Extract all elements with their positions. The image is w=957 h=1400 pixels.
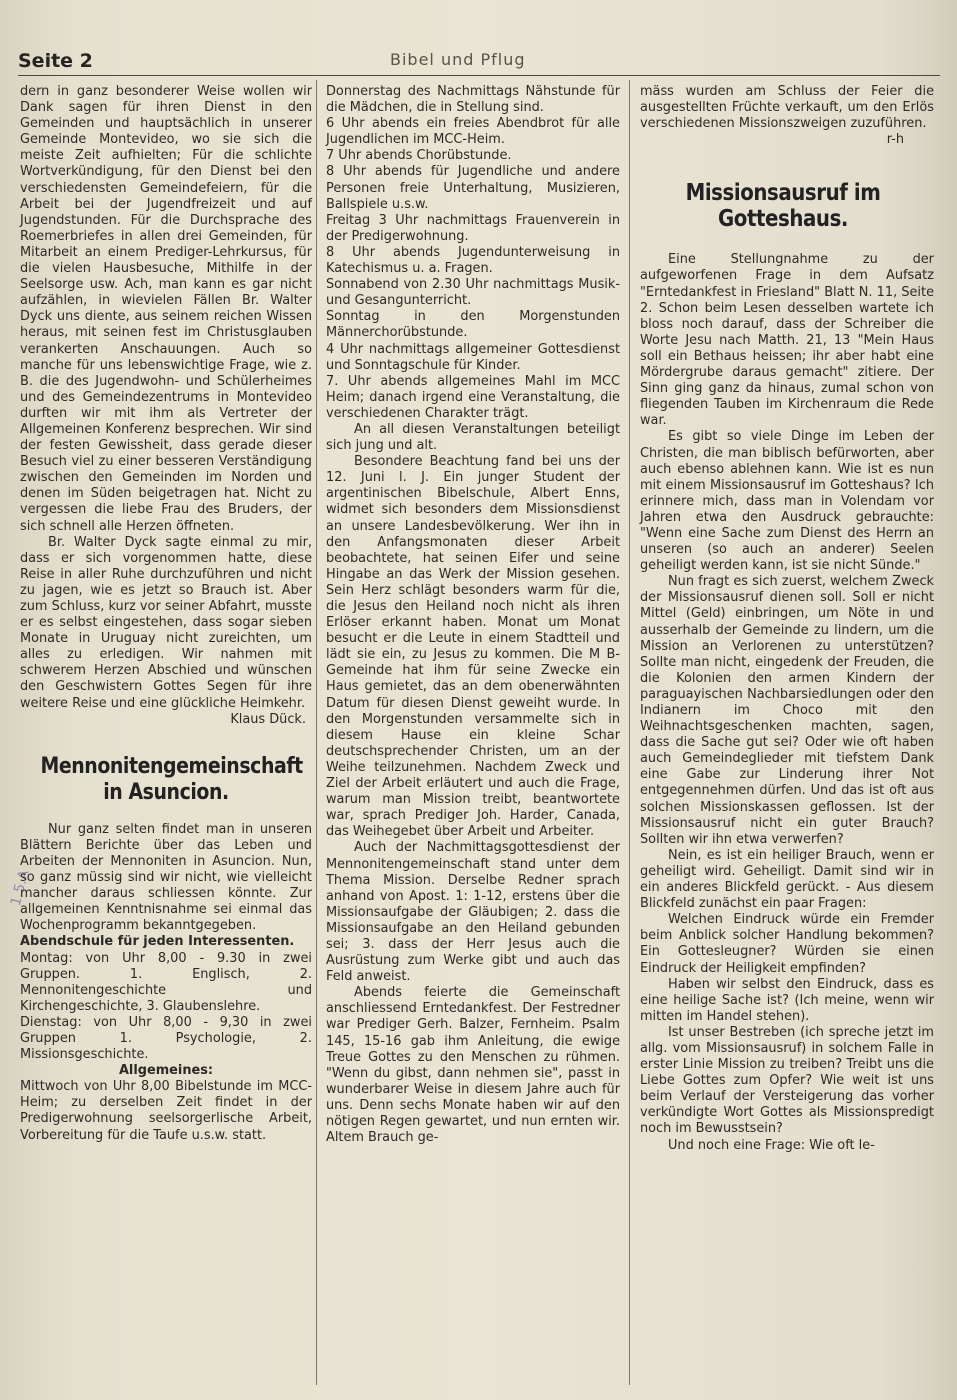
article-paragraph: Welchen Eindruck würde ein Fremder beim Anblick solcher Handlung bekommen? Ein Gottesleugner? Würden sie einen Eindruck der Heiligkeit empfinden? — [640, 912, 934, 976]
author-signature: Klaus Dück. — [230, 711, 306, 727]
schedule-entry: 8 Uhr abends für Jugendliche und andere Personen freie Unterhaltung, Musizieren, Ballspiele u.s.w. — [326, 164, 620, 212]
article-paragraph: Nun fragt es sich zuerst, welchem Zweck der Missionsausruf dienen soll. Soll er nicht Mittel (Geld) einbringen, um Nöte in und ausserhalb der Gemeinde zu lindern, um die Mission an Verlorenen zu unterstützen? Sollte man nicht, eingedenk der Freuden, die die Kolonien den armen Kindern der paraguayischen Nachbarsiedlungen oder den Indianern im Choco mit den Weihnachtsgeschenken machten, sagen, dass die Sache gut sei? Oder wie oft haben auch Gemeindeglieder mit tiefstem Dank eine Gabe zur Linderung ihrer Not entgegennehmen dürfen. Und das ist oft aus solchen Missionskassen geflossen. Ist der Missionsausruf nicht ein guter Brauch? Sollten wir ihn etwa verwerfen? — [640, 574, 934, 847]
article-paragraph: Nur ganz selten findet man in unseren Blättern Berichte über das Leben und Arbeiten der Mennoniten in Asuncion. Nun, so ganz müssig sind wir nicht, wie vielleicht mancher daraus schliessen könnte. Zur allgemeinen Kenntnisnahme sei einmal das Wochenprogramm bekanntgegeben. — [20, 821, 312, 934]
schedule-entry: 8 Uhr abends Jugendunterweisung in Katechismus u. a. Fragen. — [326, 244, 620, 277]
article-paragraph: Nein, es ist ein heiliger Brauch, wenn er geheiligt wird. Geheiligt. Damit sind wir in ein anderes Blickfeld gerückt. - Aus diesem Blickfeld zunächst ein paar Fragen: — [640, 847, 934, 912]
article-paragraph: Br. Walter Dyck sagte einmal zu mir, dass er sich vorgenommen hatte, diese Reise in aller Ruhe durchzuführen und nicht zu jagen, wie es jetzt so Brauch ist. Aber zum Schluss, kurz vor seiner Abfahrt, musste er es selbst eingestehen, dass sogar sieben Monate in Uruguay nicht zureichten, um alles zu erledigen. Wir nahmen mit schwerem Herzen Abschied und wünschen den Geschwistern Gottes Segen für ihre weitere Reise und eine glückliche Heimkehr. — [20, 534, 312, 711]
article-headline: Mennonitengemeinschaft in Asuncion. — [40, 753, 303, 805]
schedule-entry: Sonntag in den Morgenstunden Männerchorübstunde. — [326, 309, 620, 341]
section-subhead: Abendschule für jeden Interessenten. — [20, 934, 295, 950]
schedule-entry: 7. Uhr abends allgemeines Mahl im MCC Heim; danach irgend eine Veranstaltung, die verschiedenen Charakter trägt. — [326, 373, 620, 421]
schedule-entry: Freitag 3 Uhr nachmittags Frauenverein in der Predigerwohnung. — [326, 212, 620, 244]
schedule-entry: 7 Uhr abends Chorübstunde. — [326, 148, 512, 164]
article-headline: Missionsausruf im Gotteshaus. — [685, 180, 881, 233]
margin-stamp: 1.5.A — [7, 868, 33, 908]
article-paragraph: dern in ganz besonderer Weise wollen wir Dank sagen für ihren Dienst in den Gemeinden und hauptsächlich in unserer Gemeinde Montevideo, wo sie sich die meiste Zeit aufhielten; Für die schlichte Wortverkündigung, für den Dienst bei den verschiedensten Gemeindefeiern, für die Arbeit bei der Jugendfreizeit und auf Jugendstunden. Für die Durchsprache des Roemerbriefes in allen drei Gemeinden, für Mitarbeit an einem Prediger-Lehrkursus, für die vielen Hausbesuche, Mithilfe in der Seelsorge usw. Ach, man kann es gar nicht aufzählen, in wievielen Fällen Br. Walter Dyck uns diente, aus seinem reichen Wissen heraus, mit seinen fest im Christusglauben verankerten Anschauungen. Auch so manche für uns lebenswichtige Frage, wie z. B. die des Jugendwohn- und Schülerheimes und des Gemeindezentrums in Montevideo durften wir mit ihm als Vertreter der Allgemeinen Konferenz besprechen. Wir sind der festen Gewissheit, dass gerade dieser Besuch viel zu einer besseren Verständigung zwischen den Gemeinden im Norden und denen im Süden beigetragen hat. Nicht zu vergessen die liebe Frau des Bruders, der sich schnell alle Herzen öffneten. — [20, 84, 312, 534]
schedule-entry: Dienstag: von Uhr 8,00 - 9,30 in zwei Gruppen 1. Psychologie, 2. Missionsgeschichte. — [20, 1014, 312, 1063]
schedule-entry: Donnerstag des Nachmittags Nähstunde für die Mädchen, die in Stellung sind. — [326, 84, 620, 116]
section-subhead: Allgemeines: — [118, 1063, 214, 1079]
schedule-entry: 4 Uhr nachmittags allgemeiner Gottesdienst und Sonntagschule für Kinder. — [326, 341, 620, 373]
article-paragraph: Auch der Nachmittagsgottesdienst der Mennonitengemeinschaft stand unter dem Thema Mission. Derselbe Redner sprach anhand von Apost. 1: 1-12, erstens über die Missionsaufgabe der Gläubigen; 2. dass die Missionsaufgabe an den Heiland gebunden sei; 3. dass der Herr Jesus auch die Ausrüstung zum Werke gibt und auch das Feld anweist. — [326, 840, 620, 985]
article-paragraph: Abends feierte die Gemeinschaft anschliessend Erntedankfest. Der Festredner war Prediger Gerh. Balzer, Fernheim. Psalm 145, 15-16 gab ihm Anleitung, die ewige Treue Gottes zu den Menschen zu rühmen. "Wenn du gibst, dann nehmen sie", passt in wunderbarer Weise in diesem Jahre auch für uns. Denn sechs Monate haben wir auf den nötigen Regen gewartet, und nun ernten wir. Altem Brauch ge- — [326, 985, 620, 1146]
column-1 — [20, 84, 312, 1144]
article-paragraph: Eine Stellungnahme zu der aufgeworfenen Frage in dem Aufsatz "Erntedankfest in Friesland" Blatt N. 11, Seite 2. Schon beim Lesen desselben wartete ich bloss noch darauf, dass der Schreiber die Worte Jesu nach Matth. 21, 13 "Mein Haus soll ein Bethaus heissen; ihr aber habt eine Mördergrube daraus gemacht" zitiere. Der Sinn ging ganz da hinaus, zumal schon von fliegenden Tauben im Kirchenraum die Rede war. — [640, 252, 934, 429]
article-paragraph: mäss wurden am Schluss der Feier die ausgestellten Früchte verkauft, um den Erlös verschiedenen Missionszweigen zuzuführen. — [640, 84, 934, 132]
article-paragraph: Es gibt so viele Dinge im Leben der Christen, die man biblisch befürworten, aber auch ebenso ablehnen kann. Wie ist es nun mit einem Missionsausruf im Gotteshaus? Ich erinnere mich, dass man in Volendam vor Jahren etwa den Ausdruck gebrauchte: "Wenn eine Sache zum Dienst des Herrn an unseren (so auch an anderer) Seelen geheiligt werden kann, ist sie nicht Sünde." — [640, 429, 934, 574]
article-paragraph: Ist unser Bestreben (ich spreche jetzt im allg. vom Missionsausruf) in solchem Falle in erster Linie Mission zu treiben? Treibt uns die Liebe Gottes zum Opfer? Wie weit ist uns beim Verlauf der Versteigerung das vorher verkündigte Wort Gottes als Missionspredigt noch im Bewusstsein? — [640, 1024, 934, 1137]
schedule-entry: Sonnabend von 2.30 Uhr nachmittags Musik- und Gesangunterricht. — [326, 277, 620, 309]
header-rule — [18, 75, 940, 76]
article-paragraph: Haben wir selbst den Eindruck, dass es eine heilige Sache ist? (Ich meine, wenn wir mitten im Handel stehen). — [640, 976, 934, 1024]
paper-title: Bibel und Pflug — [390, 50, 526, 69]
column-2 — [326, 84, 620, 1146]
article-paragraph: Und noch eine Frage: Wie oft le- — [668, 1137, 875, 1153]
article-paragraph: An all diesen Veranstaltungen beteiligt sich jung und alt. — [326, 421, 620, 454]
schedule-entry: Montag: von Uhr 8,00 - 9.30 in zwei Gruppen. 1. Englisch, 2. Mennonitengeschichte und Kirchengeschichte, 3. Glaubenslehre. — [20, 950, 312, 1014]
column-3 — [640, 84, 934, 1154]
page-number: Seite 2 — [18, 50, 93, 72]
column-divider-2 — [629, 80, 630, 1385]
column-divider-1 — [316, 80, 317, 1385]
article-paragraph: Besondere Beachtung fand bei uns der 12. Juni l. J. Ein junger Student der argentinischen Bibelschule, Albert Enns, widmet sich besonders dem Missionsdienst an unsere Landesbevölkerung. Wer ihn in den Anfangsmonaten dieser Arbeit beobachtete, hat seinen Eifer und seine Hingabe an das Werk der Mission gesehen. Sein Herz schlägt besonders warm für die, die Jesus den Heiland noch nicht als ihren Erlöser erkannt haben. Monat um Monat besucht er die Leute in einem Stadtteil und lädt sie ein, zu Jesus zu kommen. Die M B-Gemeinde hat ihm für seine Zwecke ein Haus gemietet, das an dem obenerwähnten Datum für diesen Dienst geweiht wurde. In den Morgenstunden versammelte sich in diesem Hause ein kleine Schar deutschsprechender Christen, um an der Weihe teilzunehmen. Nachdem Zweck und Ziel der Arbeit erläutert und auch die Frage, warum man Mission treibt, beantwortete war, sprach Prediger Joh. Harder, Canada, das Weihegebet über Arbeit und Arbeiter. — [326, 454, 620, 840]
author-signature: r-h — [886, 132, 904, 148]
schedule-entry: Mittwoch von Uhr 8,00 Bibelstunde im MCC-Heim; zu derselben Zeit findet in der Predigerwohnung seelsorgerlische Arbeit, Vorbereitung für die Taufe u.s.w. statt. — [20, 1079, 312, 1143]
schedule-entry: 6 Uhr abends ein freies Abendbrot für alle Jugendlichen im MCC-Heim. — [326, 116, 620, 148]
